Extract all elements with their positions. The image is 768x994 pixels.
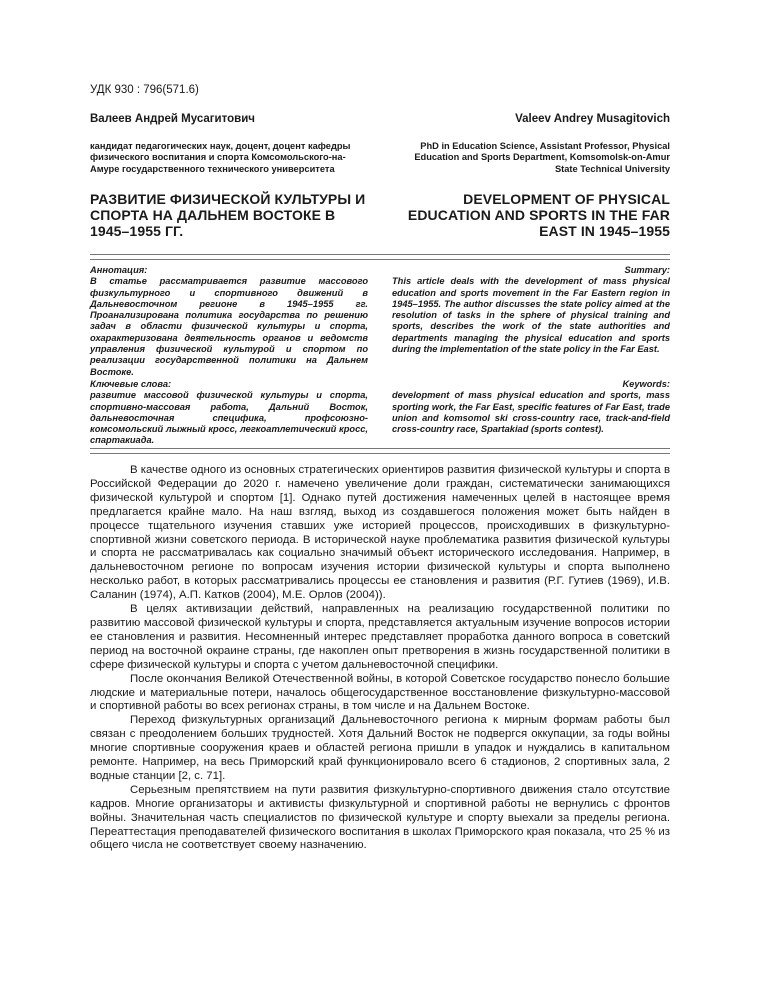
article-body: [90, 464, 670, 853]
abstract-label-ru: Аннотация:: [90, 265, 148, 275]
top-divider: [90, 254, 670, 260]
abstract-en: [392, 265, 670, 378]
keywords-text-en: development of mass physical education and sports, mass sporting work, the Far East, specific features of Far East, trade union and komsomol ski cross-country race, track-and-field cross-country race, Spartakiad (sports contest).: [392, 390, 670, 435]
author-name-en: Valeev Andrey Musagitovich: [515, 113, 670, 125]
body-paragraph: В качестве одного из основных стратегических ориентиров развития физической культуры и спорта в Российской Федерации до 2020 г. намечено увеличение доли граждан, систематически занимающихся физической культурой и спортом [1]. Однако путей достижения намеченных целей в настоящее время предлагается крайне мало. На наш взгляд, выход из создавшегося положения может быть найден в процессе тщательного изучения ставших уже историей процессов, происходивших в физкультурно-спортивной жизни советского периода. В исторической науке проблематика развития физической культуры и спорта не рассматривалась как социально значимый объект исторического исследования. Например, в дальневосточном регионе по вопросам изучения истории физической культуры и спорта выполнено несколько работ, в которых рассматривались процессы ее становления и развития (Р.Г. Гутиев (1969), И.В. Саланин (1974), А.П. Катков (2004), М.Е. Орлов (2004)).: [90, 464, 670, 602]
keywords-label-ru: Ключевые слова:: [90, 379, 172, 389]
keywords-text-ru: развитие массовой физической культуры и спорта, спортивно-массовая работа, Дальний Восток, дальневосточная специфика, профсоюзно-комсомольский лыжный кросс, легкоатлетический кросс, спартакиада.: [90, 390, 368, 446]
title-en: DEVELOPMENT OF PHYSICAL EDUCATION AND SPORTS IN THE FAR EAST IN 1945–1955: [407, 191, 670, 239]
author-name-ru: Валеев Андрей Мусагитович: [90, 113, 255, 125]
keywords-section: [90, 379, 670, 447]
title-ru: РАЗВИТИЕ ФИЗИЧЕСКОЙ КУЛЬТУРЫ И СПОРТА НА ДАЛЬНЕМ ВОСТОКЕ В 1945–1955 ГГ.: [90, 191, 366, 239]
body-paragraph: Переход физкультурных организаций Дальневосточного региона к мирным формам работы был связан с преодолением больших трудностей. Хотя Дальний Восток не подвергся оккупации, за годы войны многие спортивные сооружения краев и областей региона пришли в упадок и нуждались в капитальном ремонте. Например, на весь Приморский край функционировало всего 6 стадионов, 2 спортивных зала, 2 водные станции [2, с. 71].: [90, 714, 670, 782]
keywords-en: [392, 379, 670, 447]
abstract-section: [90, 265, 670, 378]
article-titles: [90, 191, 670, 239]
author-names: [90, 113, 670, 125]
affiliation-en: PhD in Education Science, Assistant Professor, Physical Education and Sports Department, Komsomolsk-on-Amur State Technical University: [414, 141, 670, 174]
keywords-label-en: Keywords:: [622, 379, 670, 389]
bottom-divider: [90, 448, 670, 454]
abstract-ru: [90, 265, 368, 378]
abstract-text-en: This article deals with the development of mass physical education and sports movement in the Far Eastern region in 1945–1955. The author discusses the state policy aimed at the resolution of tasks in the sphere of physical training and sports, describes the work of the state authorities and departments managing the physical education and sports during the implementation of the state policy in the Far East.: [392, 276, 670, 355]
abstract-text-ru: В статье рассматривается развитие массового физкультурного и спортивного движений в Дальневосточном регионе в 1945–1955 гг. Проанализирована политика государства по решению задач в области физической культуры и спорта, охарактеризована деятельность органов и ведомств управления физической культурой и спортом по реализации государственной политики на Дальнем Востоке.: [90, 276, 368, 377]
keywords-ru: [90, 379, 368, 447]
udk-code: УДК 930 : 796(571.6): [90, 84, 199, 96]
body-paragraph: Серьезным препятствием на пути развития физкультурно-спортивного движения стало отсутствие кадров. Многие организаторы и активисты физкультурной и спортивной работы не вернулись с фронтов войны. Значительная часть специалистов по физической культуре и спорту выехали за пределы региона. Переаттестация преподавателей физического воспитания в школах Приморского края показала, что 25 % из общего числа не соответствует своему назначению.: [90, 783, 670, 852]
affiliation-ru: кандидат педагогических наук, доцент, доцент кафедры физического воспитания и спорта Комсомольского-на-Амуре государственного технического университета: [90, 141, 351, 174]
body-paragraph: После окончания Великой Отечественной войны, в которой Советское государство понесло большие людские и материальные потери, началось общегосударственное восстановление физкультурно-массовой и спортивной работы во всех регионах страны, в том числе и на Дальнем Востоке.: [90, 672, 670, 713]
author-affiliations: [90, 141, 670, 175]
abstract-label-en: Summary:: [624, 265, 670, 275]
body-paragraph: В целях активизации действий, направленных на реализацию государственной политики по развитию массовой физической культуры и спорта, представляется актуальным изучение вопросов истории ее становления и развития. Несомненный интерес представляет проработка данного вопроса в советский период на восточной окраине страны, где накоплен опыт претворения в жизнь государственной политики в сфере физической культуры и спорта с учетом дальневосточной специфики.: [90, 603, 670, 671]
